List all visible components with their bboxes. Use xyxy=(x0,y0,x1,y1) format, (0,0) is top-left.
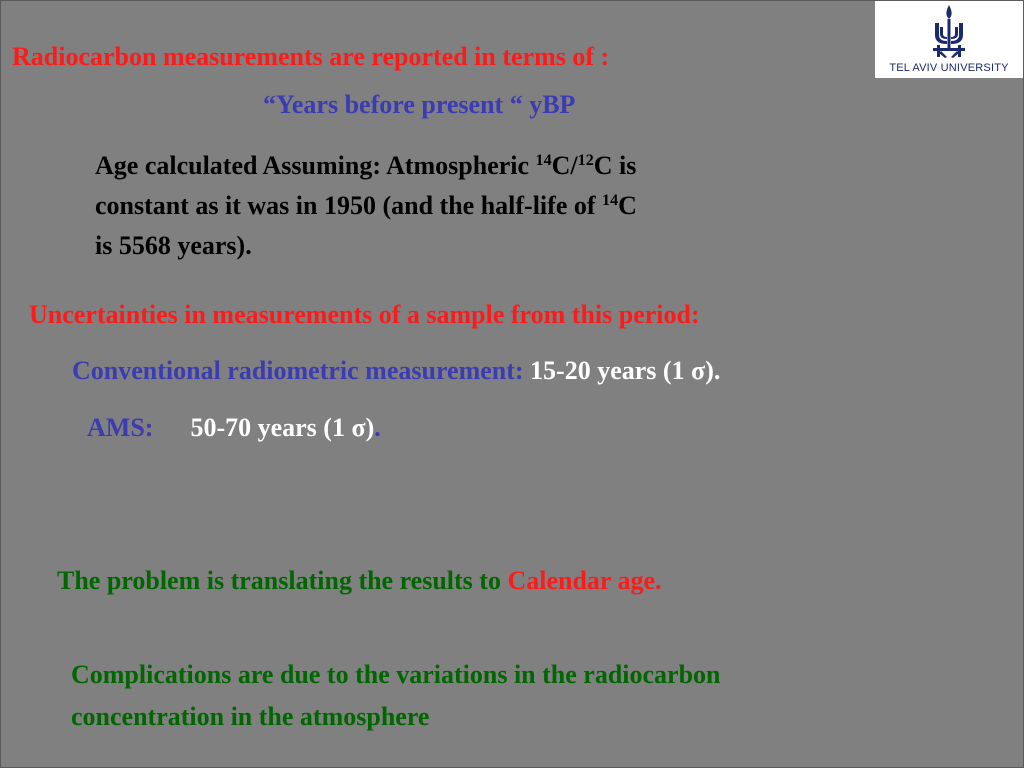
ams-label: AMS: xyxy=(87,413,154,442)
complications-paragraph xyxy=(71,654,971,738)
university-logo xyxy=(875,1,1023,78)
calendar-age: Calendar age. xyxy=(507,566,662,595)
conventional-measurement xyxy=(72,358,720,384)
assumption-line-2: constant as it was in 1950 (and the half-life of $^{14}$C xyxy=(95,191,637,220)
heading-reported-terms: Radiocarbon measurements are reported in terms of : xyxy=(12,42,610,71)
complications-line-2: concentration in the atmosphere xyxy=(71,702,430,731)
years-before-present: “Years before present “ yBP xyxy=(263,90,576,119)
assumption-line-1: Age calculated Assuming: Atmospheric $^{14}$C/$^{12}$C is xyxy=(95,151,637,180)
assumption-paragraph xyxy=(95,148,915,264)
ams-measurement xyxy=(87,415,381,441)
problem-statement xyxy=(57,568,662,594)
conventional-value: 15-20 years (1 σ). xyxy=(530,356,721,385)
conventional-label: Conventional radiometric measurement: xyxy=(72,356,531,385)
assumption-line-3: is 5568 years). xyxy=(95,231,252,260)
complications-line-1: Complications are due to the variations in the radiocarbon xyxy=(71,660,721,689)
logo-text: TEL AVIV UNIVERSITY xyxy=(889,62,1009,74)
ams-period: . xyxy=(374,413,381,442)
menorah-emblem-icon xyxy=(875,1,1023,61)
ams-value: 50-70 years (1 σ) xyxy=(190,413,375,442)
problem-text: The problem is translating the results to xyxy=(57,566,508,595)
uncertainties-heading: Uncertainties in measurements of a sample from this period: xyxy=(29,300,700,329)
